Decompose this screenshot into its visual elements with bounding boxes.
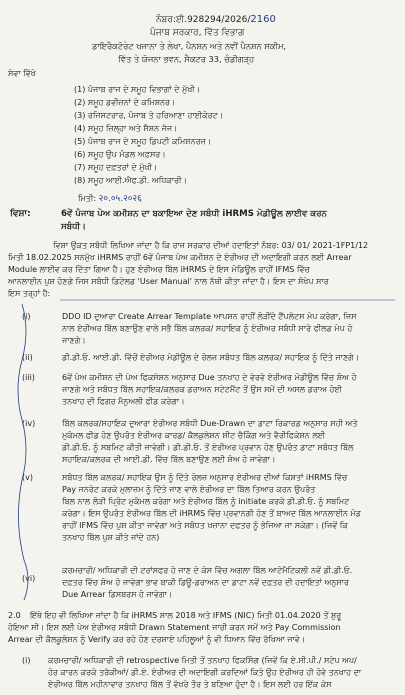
recipient-item: (4) ਸਮੂਹ ਜ਼ਿਲ੍ਹਾ ਅਤੇ ਸੈਸ਼ਨ ਜੱਜ। — [74, 124, 178, 133]
date-handwritten: २०.०५.२०२६ — [98, 194, 142, 204]
item-number: (i) — [22, 312, 31, 321]
item-line: ਡੀ.ਡੀ.ਓ. ਆਈ.ਡੀ. ਵਿੱਚੋਂ ਏਰੀਅਰ ਮੋਡੀਊਲ ਦੇ ਰੋਲਜ਼ ਸਬੰਧਤ ਬਿੱਲ ਕਲਰਕ/ ਸਹਾਇਕ ਨੂੰ ਦਿੱਤੇ ਜਾਣਗੇ। — [62, 353, 360, 362]
item-line: ਕਰੇਗਾ। ਇਸ ਉਪਰੰਤ ਏਰੀਅਰ ਬਿੱਲ ਦੀ iHRMS ਵਿੱਚ ਪ੍ਰਵਾਨਗੀ ਹੋਣ ਤੋਂ ਬਾਅਦ ਬਿੱਲ ਆਨਲਾਈਨ ਮੋਡ — [62, 509, 361, 518]
department-name: ਪੰਜਾਬ ਸਰਕਾਰ, ਵਿੱਤ ਵਿਭਾਗ — [150, 28, 245, 38]
item-line: ਸਬੰਧਤ ਬਿੱਲ ਕਲਰਕ/ ਸਹਾਇਕ ਉਸ ਨੂੰ ਦਿੱਤੇ ਰੋਲਜ਼ ਅਨੁਸਾਰ ਏਰੀਅਰ ਦੀਆਂ ਕਿਸ਼ਤਾਂ iHRMS ਵਿੱਚ — [62, 473, 348, 482]
subject-label: ਵਿਸ਼ਾ: — [10, 209, 31, 219]
recipient-item: (5) ਪੰਜਾਬ ਰਾਜ ਦੇ ਸਮੂਹ ਡਿਪਟੀ ਕਮਿਸ਼ਨਰਜ਼। — [74, 137, 212, 146]
item-line: ਏਰੀਅਰ ਬਿੱਲ ਮਹੀਨਾਵਾਰ ਤਨਖਾਹ ਬਿੱਲ ਤੋਂ ਵੱਖਰੇ ਤੌਰ ਤੇ ਬਣਿਆ ਹੁੰਦਾ ਹੈ। ਇਸ ਲਈ ਹਰ ਇੱਕ ਕੇਸ — [48, 680, 332, 689]
item-line: ਡੀ.ਡੀ.ਓ. ਨੂੰ ਸਬਮਿਟ ਕੀਤੀ ਜਾਵੇਗੀ। ਡੀ.ਡੀ.ਓ. ਤੋਂ ਏਰੀਅਰ ਪ੍ਰਵਾਨ ਹੋਣ ਉਪਰੰਤ ਡਾਟਾ ਸਬੰਧਤ ਬਿੱਲ — [62, 443, 354, 452]
item-line: ਹੋਰ ਕਾਰਨ ਕਰਕੇ ਤਰੱਕੀਆਂ/ ਡੀ.ਏ. ਏਰੀਅਰ ਦੀ ਅਦਾਇਗੀ ਕਰਦਿਆਂ ਕਿਤੇ ਉਹ ਏਰੀਅਰ ਹੀ ਹੋਵੇ ਤਨਖਾਹ ਦਾ — [48, 668, 362, 677]
intro-line: ਇਸ ਤਰ੍ਹਾਂ ਹੈ: — [8, 289, 51, 298]
item-number: (ii) — [22, 353, 33, 362]
recipient-item: (7) ਸਮੂਹ ਦਫ਼ਤਰਾਂ ਦੇ ਮੁੱਖੀ। — [74, 163, 158, 172]
paragraph-line: ਹੋਇਆ ਸੀ। ਇਸ ਲਈ ਪੇਅ ਏਰੀਅਰ ਸਬੰਧੀ Drawn Statement ਜਾਰੀ ਕਰਨ ਸਮੇਂ ਅਤੇ Pay Commission — [8, 623, 341, 632]
item-line: 6ਵੇਂ ਪੇਅ ਕਮੀਸ਼ਨ ਦੀ ਪੇਅ ਫਿਕਸੇਸ਼ਨ ਅਨੁਸਾਰ Due ਤਨਖਾਹ ਦੇ ਵੇਰਵੇ ਏਰੀਅਰ ਮੋਡੀਊਲ ਵਿੱਚ ਸ਼ੋਅ ਹੋ — [62, 373, 357, 382]
directorate-name: ਡਾਇਰੈਕਟੋਰੇਟ ਖਜਾਨਾ ਤੇ ਲੇਖਾ, ਪੈਨਸ਼ਨ ਅਤੇ ਨਵੀਂ ਪੈਨਸ਼ਨ ਸਕੀਮ, — [92, 41, 287, 51]
item-line: ਕਰਮਚਾਰੀ/ ਅਧਿਕਾਰੀ ਦੀ ਟਰਾਂਸਫਰ ਹੋ ਜਾਣ ਦੇ ਕੇਸ ਵਿੱਚ ਅਗਲਾ ਬਿੱਲ ਆਟੋਮੈਟਿਕਲੀ ਨਵੇਂ ਡੀ.ਡੀ.ਓ. — [62, 566, 353, 575]
item-line: ਬਿਲ ਨਾਲ ਲੋੜੀ ਪ੍ਰਿੰਟ ਮੁਕੰਮਲ ਕਰੇਗਾ ਅਤੇ ਏਰੀਅਰ ਬਿੱਲ ਨੂੰ initiate ਕਰਕੇ ਡੀ.ਡੀ.ਓ. ਨੂੰ ਸਬਮਿਟ — [62, 497, 350, 506]
paragraph-line: Arrear ਦੀ ਕੈਲਕੂਲੇਸ਼ਨ ਨੂੰ Verify ਕਰ ਰਹੇ ਹੋਣ ਦਰਸ਼ਾਏ ਪਹਿਲੂਆਂ ਨੂੰ ਵੀ ਧਿਆਨ ਵਿੱਚ ਰੱਖਿਆ ਜਾਵੇ। — [8, 635, 306, 644]
recipient-item: (3) ਰਜਿਸਟਰਾਰ, ਪੰਜਾਬ ਤੇ ਹਰਿਆਣਾ ਹਾਈਕੋਰਟ। — [74, 111, 224, 120]
item-line: ਸਹਾਇਕ/ਕਲਰਕ ਦੀ ਆਈ.ਡੀ. ਵਿੱਚ ਬਿੱਲ ਬਣਾਉਣ ਲਈ ਸ਼ੋਅ ਹੋ ਜਾਵੇਗਾ। — [62, 455, 276, 464]
item-number: (i) — [22, 656, 31, 665]
item-line: ਤਨਖਾਹ ਦੀ ਫਿਗਰ ਮੈਨੁਅਲੀ ਫੀਡ ਕਰੇਗਾ। — [62, 397, 185, 406]
paragraph-line: ਇੱਥੇ ਇਹ ਵੀ ਲਿਖਿਆ ਜਾਂਦਾ ਹੈ ਕਿ iHRMS ਸਾਲ 2018 ਅਤੇ IFMS (NIC) ਮਿਤੀ 01.04.2020 ਤੋਂ ਸ਼ੁਰੂ — [30, 611, 342, 620]
reference-number-handwritten: 2160 — [250, 14, 276, 25]
item-line: ਦਫ਼ਤਰ ਵਿੱਚ ਸ਼ੋਅ ਹੋ ਜਾਵੇਗਾ ਭਾਵ ਬਾਕੀ ਡਿਊ-ਡਰਾਅਨ ਦਾ ਡਾਟਾ ਨਵੇਂ ਦਫ਼ਤਰ ਦੀ ਹਦਾਇਤਾਂ ਅਨੁਸਾਰ — [62, 578, 349, 587]
item-number: (iv) — [22, 419, 36, 428]
recipient-item: (1) ਪੰਜਾਬ ਰਾਜ ਦੇ ਸਮੂਹ ਵਿਭਾਗਾਂ ਦੇ ਮੁੱਖੀ। — [74, 85, 201, 94]
office-address: ਵਿੱਤ ਤੇ ਯੋਜਨਾ ਭਵਨ, ਸੈਕਟਰ 33, ਚੰਡੀਗੜ੍ਹ — [118, 54, 255, 64]
item-line: ਜਾਣਗੇ। — [62, 336, 86, 345]
item-line: ਤਨਖਾਹ ਬਿੱਲ ਪੁਸ਼ ਕੀਤੇ ਜਾਂਦੇ ਹਨ) — [62, 533, 160, 542]
item-line: ਮੁਕੰਮਲ ਫੀਡ ਹੋਣ ਉਪਰੰਤ ਏਰੀਅਰ ਕਾਰਡ/ ਕੈਲਕੁਲੇਸ਼ਨ ਸ਼ੀਟ ਚੈਕਿੰਗ ਅਤੇ ਵੈਰੀਫਿਕੇਸ਼ਨ ਲਈ — [62, 431, 326, 440]
recipient-item: (8) ਸਮੂਹ ਆਈ.ਐਫ.ਡੀ. ਅਧਿਕਾਰੀ। — [74, 176, 187, 185]
item-number: (v) — [22, 473, 33, 482]
subject-line-1: 6ਵੇਂ ਪੰਜਾਬ ਪੇਅ ਕਮੀਸ਼ਨ ਦਾ ਬਕਾਇਆ ਦੇਣ ਸਬੰਧੀ iHRMS ਮੋਡੀਊਲ ਲਾਈਵ ਕਰਨ — [61, 209, 327, 219]
item-line: ਰਾਹੀਂ IFMS ਵਿੱਚ ਪੁਸ਼ ਕੀਤਾ ਜਾਵੇਗਾ ਅਤੇ ਸਬੰਧਤ ਖਜ਼ਾਨਾ ਦਫਤਰ ਨੂੰ ਭੇਜਿਆ ਜਾ ਸਕੇਗਾ। (ਜਿਵੇਂ ਕਿ — [62, 521, 348, 530]
item-line: DDO ID ਦੁਆਰਾ Create Arrear Template ਆਪਸ਼ਨ ਰਾਹੀਂ ਲੋੜੀਂਦੇ ਟੈਂਪਲੇਟਸ ਮੇਪ ਕਰੇਗਾ, ਜਿਸ — [62, 312, 357, 321]
intro-line: ਆਨਲਾਈਨ ਪੁਸ਼ ਹੋਣਗੇ ਜਿਸ ਸਬੰਧੀ ਡਿਟੇਲਡ 'User Manual' ਨਾਲ ਨੱਥੀ ਕੀਤਾ ਜਾਂਦਾ ਹੈ। ਇਸ ਦਾ ਸੰਖੇਪ ਸਾਰ — [8, 277, 329, 286]
intro-line: Module ਲਾਈਵ ਕਰ ਦਿੱਤਾ ਗਿਆ ਹੈ। ਹੁਣ ਏਰੀਅਰ ਬਿੱਲ iHRMS ਦੇ ਇਸ ਮੋਡਿਊਲ ਰਾਹੀਂ IFMS ਵਿੱਚ — [8, 265, 310, 274]
item-line: ਕਰਮਚਾਰੀ/ ਅਧਿਕਾਰੀ ਦੀ retrospective ਮਿਤੀ ਤੋਂ ਤਨਖਾਹ ਫਿਕਸਿੰਗ (ਜਿਵੇਂ ਕਿ ਏ.ਸੀ.ਪੀ./ ਸਟੇਪ ਅਪ/ — [48, 656, 357, 665]
subject-line-2: ਸਬੰਧੀ। — [61, 222, 86, 232]
item-line: ਨਾਲ ਏਰੀਅਰ ਬਿੱਲ ਬਣਾਉਣ ਵਾਲੇ ਸਭੈ ਬਿੱਲ ਕਲਰਕ/ ਸਹਾਇਕ ਨੂੰ ਏਰੀਅਰ ਸਬੰਧੀ ਸਾਰੇ ਫੀਲਡ ਮੇਪ ਹੋ — [62, 324, 353, 333]
reference-number-text: ਨੰਬਰ:ਈ.928294/2026/ — [156, 15, 251, 25]
item-number: (iii) — [22, 373, 35, 382]
intro-line: ਵਿਸ਼ਾ ਉਕਤ ਸਬੰਧੀ ਲਿਖਿਆ ਜਾਂਦਾ ਹੈ ਕਿ ਰਾਜ ਸਰਕਾਰ ਦੀਆਂ ਹਦਾਇਤਾਂ ਨੰਬਰ: 03/ 01/ 2021-1FP1/12 — [53, 241, 369, 250]
recipient-item: (2) ਸਮੂਹ ਡਵੀਜ਼ਨਾਂ ਦੇ ਕਮਿਸ਼ਨਰ। — [74, 98, 176, 107]
item-line: Due Arrear ਡਿਸਬਰਸ ਹੋ ਜਾਵੇਗਾ। — [62, 590, 173, 599]
intro-line: ਮਿਤੀ 18.02.2025 ਸਨਮੁੱਖ iHRMS ਰਾਹੀਂ 6ਵੇਂ ਪੰਜਾਬ ਪੇਅ ਕਮੀਸ਼ਨ ਦੇ ਏਰੀਅਰ ਦੀ ਅਦਾਇਗੀ ਕਰਨ ਲਈ Arrear — [8, 253, 352, 262]
item-line: ਜਾਣਗੇ ਅਤੇ ਸਬੰਧਤ ਬਿੱਲ ਸਹਾਇਕ/ਕਲਰਕ ਡਰਾਅਨ ਸਟੇਟਮੈਂਟ ਤੋਂ ਉਸ ਸਮੇਂ ਦੀ ਅਸਲ ਡਰਾਅ ਹੋਈ — [62, 385, 342, 394]
recipient-item: (6) ਸਮੂਹ ਉਪ ਮੰਡਲ ਅਫ਼ਸਰ। — [74, 150, 166, 159]
item-line: Pay ਜਨਰੇਟ ਕਰਕੇ ਮੁਲਾਜ਼ਮ ਨੂੰ ਦਿੱਤੇ ਜਾਣ ਵਾਲੇ ਏਰੀਅਰ ਦਾ ਬਿੱਲ ਤਿਆਰ ਕਰਨ ਉਪਰੰਤ — [62, 485, 316, 494]
item-number: (vi) — [22, 574, 36, 583]
paragraph-number: 2.0 — [8, 611, 21, 620]
item-line: ਬਿੱਲ ਕਲਰਕ/ਸਹਾਇਕ ਦੁਆਰਾ ਏਰੀਅਰ ਸਬੰਧੀ Due-Drawn ਦਾ ਡਾਟਾ ਰਿਕਾਰਡ ਅਨੁਸਾਰ ਸਹੀ ਅਤੇ — [62, 419, 358, 428]
date-label: ਮਿਤੀ: — [78, 194, 97, 203]
addressee-label: ਸੇਵਾ ਵਿੱਖੇ — [8, 69, 36, 78]
